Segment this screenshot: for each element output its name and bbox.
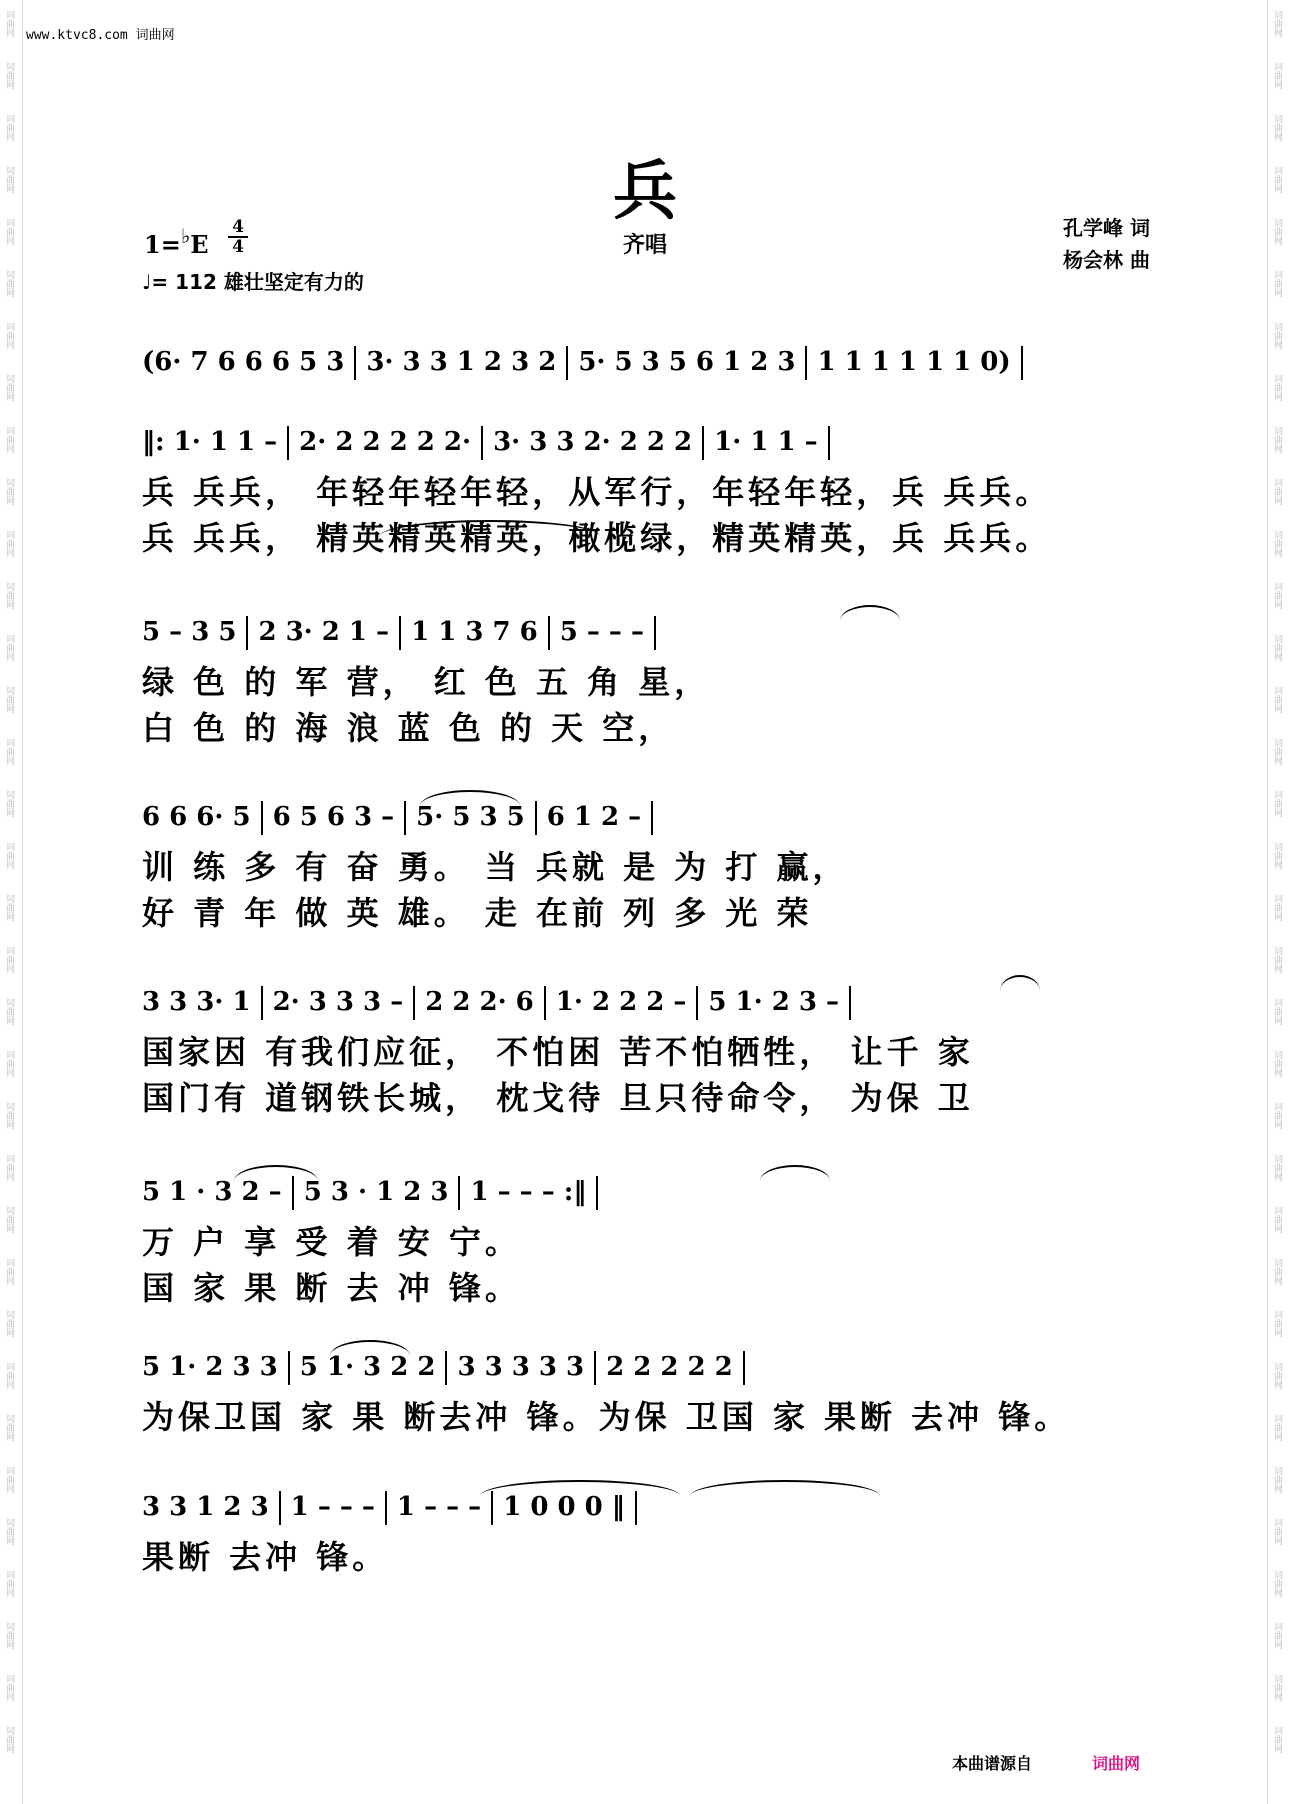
measure: 3· 3 3 1 2 3 2 [366,347,557,377]
watermark-text: 词曲网 [4,114,14,141]
watermark-text: 词曲网 [4,1466,14,1493]
watermark-text: 词曲网 [1272,10,1282,37]
watermark-text: 词曲网 [1272,1206,1282,1233]
bar-line [566,346,568,380]
measure: 3· 3 3 2· 2 2 2 [493,427,693,457]
watermark-text: 词曲网 [4,1206,14,1233]
measure: 1· 2 2 2 – [555,987,687,1017]
measure: 5· 5 3 5 [416,802,525,832]
bar-line [743,1351,745,1385]
bar-line [548,616,550,650]
left-watermark-strip [0,0,23,1804]
notation-line [142,610,1152,654]
lyric-line: 兵 兵兵， 年轻年轻年轻，从军行，年轻年轻，兵 兵兵。 [142,473,1052,511]
watermark-text: 词曲网 [4,1310,14,1337]
watermark-text: 词曲网 [1272,114,1282,141]
footer [952,1751,1140,1774]
lyric-line: 为保卫国 家 果 断去冲 锋。为保 卫国 家 果断 去冲 锋。 [142,1398,1071,1436]
measure: (6· 7 6 6 6 5 3 [142,347,345,377]
measure: 1 – – – [290,1492,375,1522]
credits [1063,212,1150,276]
bar-line [651,801,653,835]
bar-line [287,426,289,460]
lyric-line: 训 练 多 有 奋 勇。 当 兵就 是 为 打 赢， [142,848,849,886]
watermark-text: 词曲网 [4,1258,14,1285]
watermark-text: 词曲网 [1272,1414,1282,1441]
measure: 1 1 1 1 1 1 0) [817,347,1011,377]
measure: 5 3 · 1 2 3 [303,1177,449,1207]
notation-line [142,1345,1152,1389]
watermark-text: 词曲网 [1272,1466,1282,1493]
watermark-text: 词曲网 [1272,738,1282,765]
lyric-line: 兵 兵兵， 精英精英精英，橄榄绿，精英精英，兵 兵兵。 [142,519,1052,557]
measure: 1 – – – :‖ [470,1177,587,1207]
watermark-text: 词曲网 [1272,322,1282,349]
watermark-text: 词曲网 [4,218,14,245]
tempo-marking: ♩= 112 雄壮坚定有力的 [142,270,364,294]
footer-brand[interactable]: 词曲网 [1091,1754,1140,1773]
measure: 6 1 2 – [546,802,642,832]
watermark-text: 词曲网 [4,530,14,557]
measure: 5 1 · 3 2 – [142,1177,282,1207]
bar-line [246,616,248,650]
flat-icon: ♭ [180,224,191,248]
right-watermark-strip [1267,0,1290,1804]
notation-line [142,420,1152,464]
composer: 杨会林 曲 [1063,248,1150,272]
key-prefix: 1= [144,230,181,259]
measure: 5 – – – [559,617,644,647]
lyric-line: 果断 去冲 锋。 [142,1538,389,1576]
measure: 2· 2 2 2 2 2· [299,427,472,457]
measure: 1 0 0 0 ‖ [503,1492,625,1522]
watermark-text: 词曲网 [1272,1362,1282,1389]
watermark-text: 词曲网 [1272,374,1282,401]
watermark-text: 词曲网 [4,894,14,921]
watermark-text: 词曲网 [4,1726,14,1753]
bar-line [279,1491,281,1525]
watermark-text: 词曲网 [1272,530,1282,557]
watermark-text: 词曲网 [4,1102,14,1129]
watermark-text: 词曲网 [4,946,14,973]
watermark-text: 词曲网 [1272,894,1282,921]
bar-line [445,1351,447,1385]
watermark-text: 词曲网 [1272,1622,1282,1649]
watermark-text: 词曲网 [1272,842,1282,869]
song-title: 兵 [613,155,677,229]
watermark-text: 词曲网 [1272,1258,1282,1285]
watermark-text: 词曲网 [1272,1570,1282,1597]
watermark-text: 词曲网 [1272,998,1282,1025]
lyric-line: 好 青 年 做 英 雄。 走 在前 列 多 光 荣 [142,894,813,932]
slur-mark [840,605,900,621]
measure: 3 3 3 3 3 [457,1352,585,1382]
slur-mark [480,1480,680,1496]
watermark-text: 词曲网 [4,374,14,401]
watermark-text: 词曲网 [4,1674,14,1701]
bar-line [288,1351,290,1385]
watermark-text: 词曲网 [4,1154,14,1181]
lyricist: 孔学峰 词 [1063,216,1150,240]
bar-line [1021,346,1023,380]
watermark-text: 词曲网 [1272,946,1282,973]
slur-mark [690,1480,880,1496]
watermark-text: 词曲网 [1272,478,1282,505]
measure: 2 3· 2 1 – [258,617,390,647]
watermark-text: 词曲网 [4,1050,14,1077]
watermark-text: 词曲网 [4,998,14,1025]
watermark-text: 词曲网 [4,842,14,869]
watermark-text: 词曲网 [4,62,14,89]
bar-line [535,801,537,835]
watermark-text: 词曲网 [4,686,14,713]
watermark-text: 词曲网 [4,1570,14,1597]
lyric-line: 万 户 享 受 着 安 宁。 [142,1223,521,1261]
measure: 3 3 1 2 3 [142,1492,269,1522]
watermark-text: 词曲网 [1272,1154,1282,1181]
watermark-text: 词曲网 [1272,634,1282,661]
time-top: 4 [232,217,244,237]
watermark-text: 词曲网 [1272,1518,1282,1545]
watermark-text: 词曲网 [4,738,14,765]
watermark-text: 词曲网 [4,270,14,297]
watermark-text: 词曲网 [4,1414,14,1441]
slur-mark [420,790,520,806]
watermark-text: 词曲网 [4,1622,14,1649]
measure: 5 1· 2 3 3 [142,1352,278,1382]
lyric-line: 国门有 道钢铁长城， 枕戈待 旦只待命令， 为保 卫 [142,1079,974,1117]
bar-line [635,1491,637,1525]
watermark-text: 词曲网 [1272,62,1282,89]
measure: 5 1· 3 2 2 [299,1352,436,1382]
watermark-text: 词曲网 [4,322,14,349]
key-note: E [190,230,209,259]
watermark-text: 词曲网 [4,166,14,193]
bar-line [404,801,406,835]
bar-line [702,426,704,460]
watermark-text: 词曲网 [4,10,14,37]
watermark-text: 词曲网 [4,426,14,453]
watermark-text: 词曲网 [4,790,14,817]
slur-mark [330,1340,410,1356]
measure: 5 1· 2 3 – [708,987,840,1017]
notation-line [142,795,1152,839]
measure: 6 5 6 3 – [272,802,395,832]
measure: 5 – 3 5 [142,617,237,647]
measure: 6 6 6· 5 [142,802,251,832]
time-bottom: 4 [232,237,244,257]
footer-source: 本曲谱源自 [951,1754,1032,1773]
bar-line [458,1176,460,1210]
watermark-text: 词曲网 [1272,426,1282,453]
bar-line [385,1491,387,1525]
bar-line [828,426,830,460]
measure: 1 – – – [396,1492,482,1522]
bar-line [596,1176,598,1210]
measure: 1· 1 1 – [714,427,818,457]
bar-line [491,1491,493,1525]
lyric-line: 国家因 有我们应征， 不怕困 苦不怕牺牲， 让千 家 [142,1033,974,1071]
bar-line [481,426,483,460]
measure: 2 2 2 2 2 [606,1352,733,1382]
slur-mark [760,1165,830,1181]
watermark-text: 词曲网 [4,582,14,609]
key-signature [144,224,209,259]
watermark-text: 词曲网 [1272,582,1282,609]
watermark-text: 词曲网 [4,478,14,505]
measure: 2 2 2· 6 [425,987,534,1017]
bar-line [292,1176,294,1210]
bar-line [261,801,263,835]
bar-line [544,986,546,1020]
watermark-text: 词曲网 [1272,1102,1282,1129]
measure: 2· 3 3 3 – [272,987,404,1017]
slur-mark [234,1165,318,1181]
watermark-text: 词曲网 [1272,166,1282,193]
watermark-text: 词曲网 [1272,218,1282,245]
watermark-text: 词曲网 [4,1518,14,1545]
watermark-text: 词曲网 [1272,1310,1282,1337]
measure: 5· 5 3 5 6 1 2 3 [578,347,796,377]
bar-line [413,986,415,1020]
watermark-text: 词曲网 [4,1362,14,1389]
lyric-line: 白 色 的 海 浪 蓝 色 的 天 空， [142,709,675,747]
watermark-text: 词曲网 [1272,790,1282,817]
bar-line [594,1351,596,1385]
watermark-text: 词曲网 [1272,1050,1282,1077]
notation-line [142,340,1152,384]
bar-line [696,986,698,1020]
watermark-text: 词曲网 [4,634,14,661]
watermark-text: 词曲网 [1272,686,1282,713]
bar-line [654,616,656,650]
bar-line [261,986,263,1020]
watermark-text: 词曲网 [1272,270,1282,297]
song-subtitle: 齐唱 [622,233,667,258]
bar-line [805,346,807,380]
measure: 1 1 3 7 6 [411,617,538,647]
bar-line [849,986,851,1020]
bar-line [354,346,356,380]
time-signature [228,218,248,256]
measure: 3 3 3· 1 [142,987,251,1017]
measure: ‖: 1· 1 1 – [142,427,278,457]
lyric-line: 绿 色 的 军 营， 红 色 五 角 星， [142,663,711,701]
site-url[interactable]: www.ktvc8.com 词曲网 [26,28,175,43]
lyric-line: 国 家 果 断 去 冲 锋。 [142,1269,521,1307]
watermark-text: 词曲网 [1272,1674,1282,1701]
watermark-text: 词曲网 [1272,1726,1282,1753]
slur-mark [1000,975,1040,991]
bar-line [399,616,401,650]
